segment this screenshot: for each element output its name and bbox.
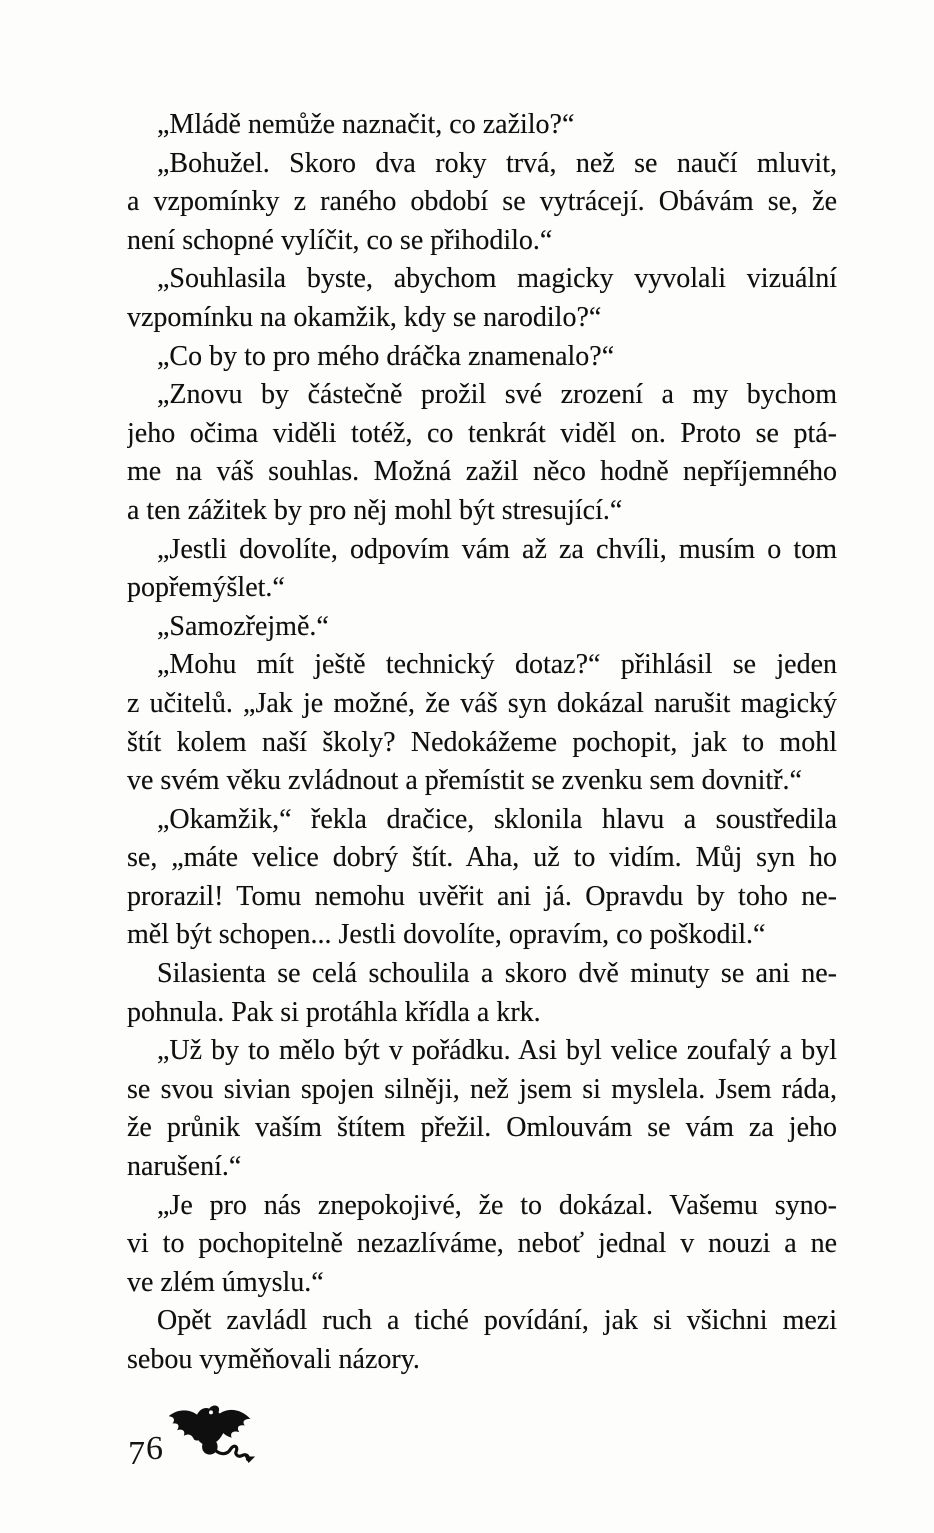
- text-line: Silasienta se celá schoulila a skoro dvě minuty se ani ne-: [157, 958, 837, 990]
- text-line: narušení.“: [127, 1151, 242, 1183]
- text-line: „Souhlasila byste, abychom magicky vyvolali vizuální: [157, 263, 837, 295]
- text-line: prorazil! Tomu nemohu uvěřit ani já. Opravdu by toho ne-: [127, 880, 837, 912]
- paragraph: [127, 608, 837, 647]
- text-line: pohnula. Pak si protáhla křídla a krk.: [127, 996, 541, 1028]
- text-line: že průnik vaším štítem přežil. Omlouvám se vám za jeho: [127, 1112, 837, 1144]
- text-line: „Samozřejmě.“: [157, 610, 329, 642]
- text-line: není schopné vylíčit, co se přihodilo.“: [127, 224, 553, 256]
- text-line: „Okamžik,“ řekla dračice, sklonila hlavu a soustředila: [157, 803, 837, 835]
- paragraph: [127, 145, 837, 261]
- text-line: „Mládě nemůže naznačit, co zažilo?“: [157, 109, 575, 140]
- text-line: a vzpomínky z raného období se vytrácejí. Obávám se, že: [127, 186, 837, 218]
- text-line: ve zlém úmyslu.“: [127, 1266, 324, 1298]
- text-line: me na váš souhlas. Možná zažil něco hodně nepříjemného: [127, 456, 837, 488]
- dragon-ornament-icon: [163, 1402, 259, 1464]
- paragraph: [127, 1032, 837, 1186]
- text-line: z učitelů. „Jak je možné, že váš syn dokázal narušit magický: [127, 687, 837, 719]
- text-line: měl být schopen... Jestli dovolíte, opravím, co poškodil.“: [127, 919, 766, 951]
- body-text: [127, 106, 837, 1380]
- paragraph: [127, 106, 837, 145]
- text-line: vi to pochopitelně nezazlíváme, neboť jednal v nouzi a ne: [127, 1228, 837, 1260]
- text-line: sebou vyměňovali názory.: [127, 1344, 420, 1375]
- paragraph: [127, 338, 837, 377]
- page-footer: [127, 1400, 387, 1480]
- paragraph: [127, 1187, 837, 1303]
- page-number-digit: 6: [146, 1430, 164, 1467]
- page-number-digit: 7: [128, 1435, 146, 1472]
- text-line: se, „máte velice dobrý štít. Aha, už to vidím. Můj syn ho: [127, 842, 837, 874]
- paragraph: [127, 376, 837, 530]
- text-line: ve svém věku zvládnout a přemístit se zvenku sem dovnitř.“: [127, 765, 802, 797]
- paragraph: [127, 1302, 837, 1379]
- text-line: popřemýšlet.“: [127, 572, 285, 604]
- paragraph: [127, 260, 837, 337]
- text-line: se svou sivian spojen silněji, než jsem si myslela. Jsem ráda,: [127, 1073, 837, 1105]
- paragraph: [127, 531, 837, 608]
- paragraph: [127, 955, 837, 1032]
- text-line: „Mohu mít ještě technický dotaz?“ přihlásil se jeden: [157, 649, 837, 681]
- text-line: „Znovu by částečně prožil své zrození a my bychom: [157, 379, 837, 411]
- paragraph: [127, 801, 837, 955]
- text-line: „Je pro nás znepokojivé, že to dokázal. Vašemu syno-: [157, 1189, 837, 1221]
- text-line: „Co by to pro mého dráčka znamenalo?“: [157, 340, 615, 372]
- text-line: „Už by to mělo být v pořádku. Asi byl velice zoufalý a byl: [157, 1035, 837, 1067]
- text-line: a ten zážitek by pro něj mohl být stresující.“: [127, 494, 623, 526]
- paragraph: [127, 646, 837, 800]
- page-number: [128, 1430, 164, 1472]
- text-line: Opět zavládl ruch a tiché povídání, jak si všichni mezi: [157, 1305, 837, 1337]
- text-line: jeho očima viděli totéž, co tenkrát viděl on. Proto se ptá-: [127, 417, 837, 449]
- text-line: „Bohužel. Skoro dva roky trvá, než se naučí mluvit,: [157, 147, 837, 179]
- text-line: „Jestli dovolíte, odpovím vám až za chvíli, musím o tom: [157, 533, 837, 565]
- text-line: vzpomínku na okamžik, kdy se narodilo?“: [127, 301, 602, 333]
- text-line: štít kolem naší školy? Nedokážeme pochopit, jak to mohl: [127, 726, 837, 758]
